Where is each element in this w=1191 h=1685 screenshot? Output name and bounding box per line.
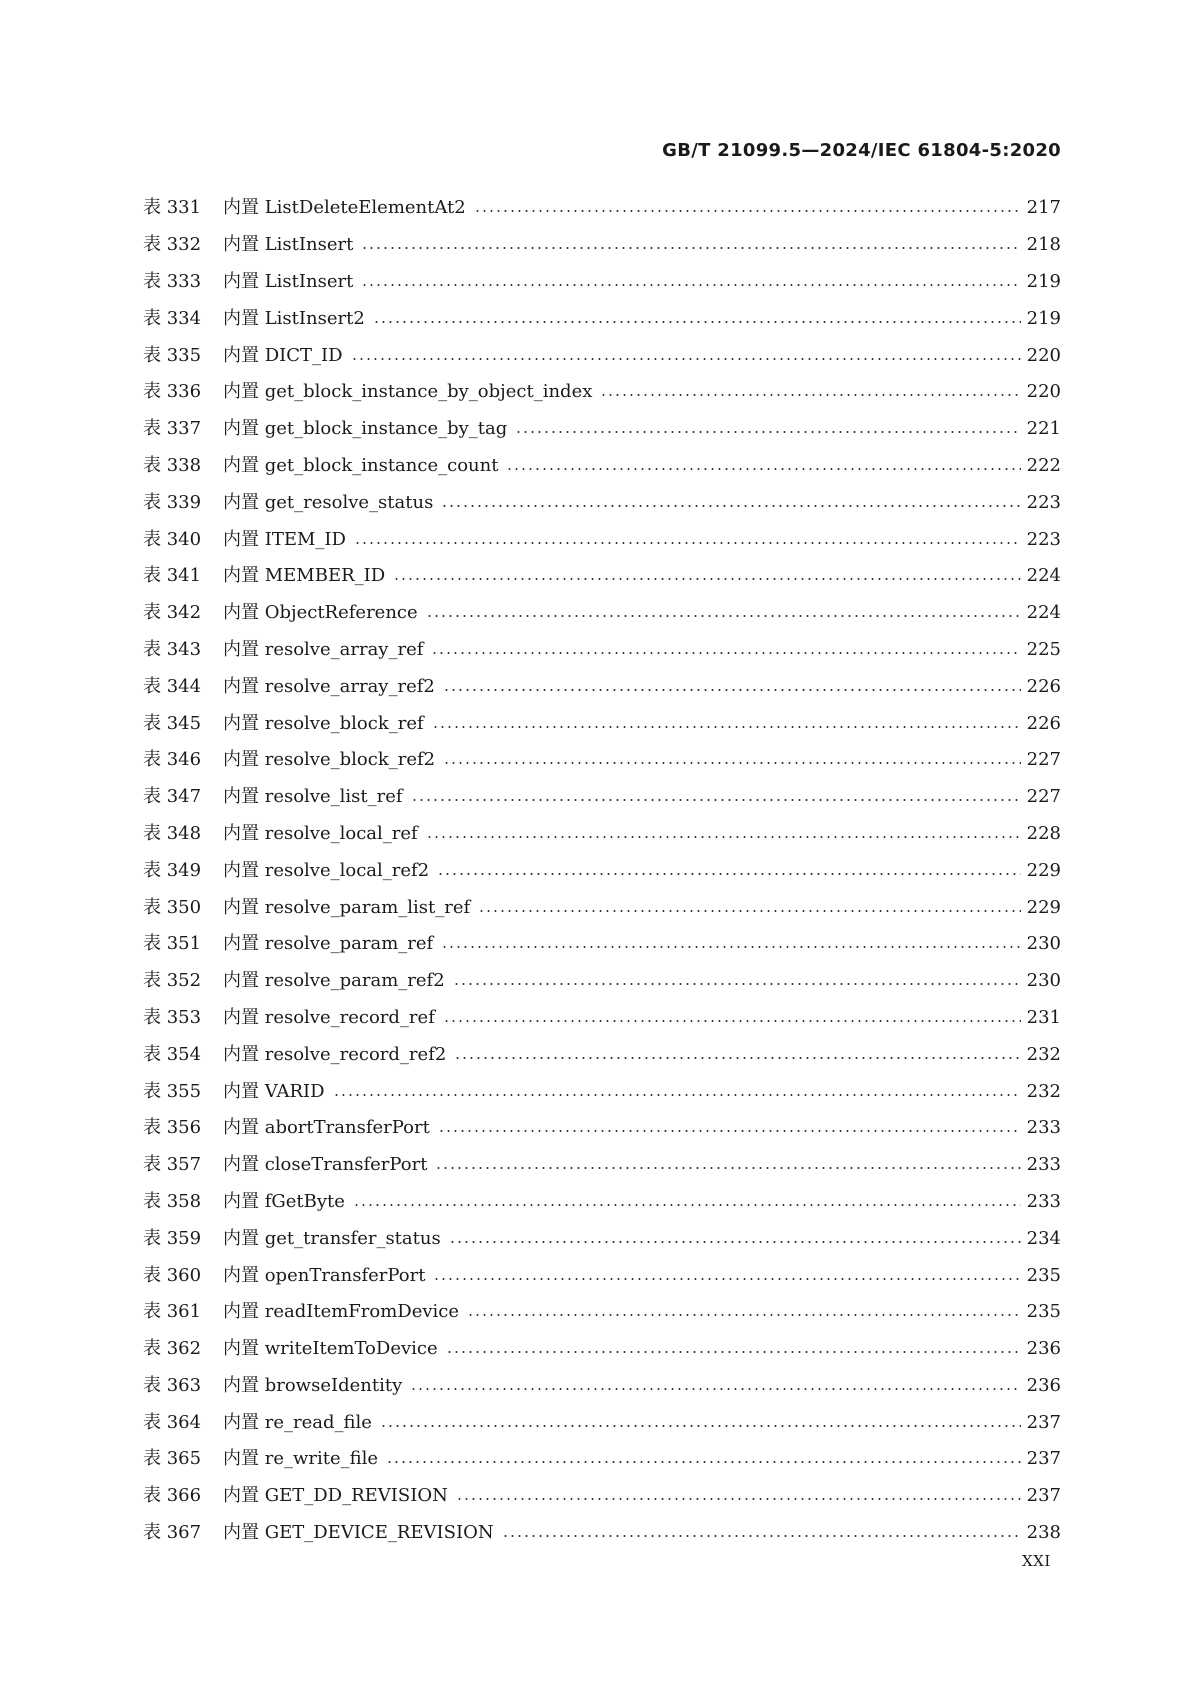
dot-leader <box>433 1278 1020 1280</box>
dot-leader <box>600 394 1020 396</box>
toc-entry-page-number: 227 <box>1026 749 1061 771</box>
toc-entry-label: 表 354 <box>143 1043 202 1065</box>
toc-entry-title: 内置 resolve_block_ref <box>223 712 424 734</box>
toc-entry-label: 表 361 <box>143 1301 202 1323</box>
toc-entry-page-number: 225 <box>1026 638 1061 660</box>
toc-entry-title: 内置 GET_DD_REVISION <box>223 1485 448 1507</box>
dot-leader <box>410 1388 1020 1390</box>
toc-entry-title: 内置 re_write_file <box>223 1448 379 1470</box>
toc-entry[interactable] <box>143 1073 1061 1110</box>
dot-leader <box>446 1351 1021 1353</box>
toc-entry[interactable] <box>143 963 1061 1000</box>
toc-entry[interactable] <box>143 852 1061 889</box>
toc-entry-label: 表 347 <box>143 786 202 808</box>
toc-entry[interactable] <box>143 595 1061 632</box>
toc-entry[interactable] <box>143 411 1061 448</box>
toc-entry-page-number: 237 <box>1026 1448 1061 1470</box>
toc-entry-title: 内置 ListInsert2 <box>223 307 365 329</box>
toc-entry[interactable] <box>143 1294 1061 1331</box>
dot-leader <box>426 615 1021 617</box>
toc-entry-title: 内置 resolve_record_ref <box>223 1006 435 1028</box>
toc-entry-label: 表 334 <box>143 307 202 329</box>
dot-leader <box>373 321 1021 323</box>
toc-entry[interactable] <box>143 668 1061 705</box>
toc-entry[interactable] <box>143 1368 1061 1405</box>
toc-entry-title: 内置 abortTransferPort <box>223 1117 430 1139</box>
toc-entry-page-number: 236 <box>1026 1374 1061 1396</box>
table-of-contents <box>143 190 1061 1551</box>
toc-entry[interactable] <box>143 300 1061 337</box>
toc-entry-title: 内置 get_block_instance_by_object_index <box>223 381 593 403</box>
toc-entry-page-number: 232 <box>1026 1043 1061 1065</box>
toc-entry[interactable] <box>143 1147 1061 1184</box>
toc-entry-page-number: 233 <box>1026 1190 1061 1212</box>
toc-entry-title: 内置 resolve_local_ref <box>223 822 418 844</box>
toc-entry-page-number: 224 <box>1026 565 1061 587</box>
toc-entry-page-number: 229 <box>1026 859 1061 881</box>
dot-leader <box>351 358 1021 360</box>
toc-entry-label: 表 365 <box>143 1448 202 1470</box>
toc-entry[interactable] <box>143 484 1061 521</box>
toc-entry-label: 表 331 <box>143 197 202 219</box>
toc-entry-page-number: 236 <box>1026 1338 1061 1360</box>
toc-entry-label: 表 335 <box>143 344 202 366</box>
dot-leader <box>426 836 1021 838</box>
dot-leader <box>361 284 1020 286</box>
toc-entry[interactable] <box>143 1184 1061 1221</box>
toc-entry[interactable] <box>143 558 1061 595</box>
toc-entry-title: 内置 ListDeleteElementAt2 <box>223 197 466 219</box>
toc-entry-label: 表 341 <box>143 565 202 587</box>
toc-entry-label: 表 356 <box>143 1117 202 1139</box>
toc-entry-label: 表 348 <box>143 822 202 844</box>
toc-entry-page-number: 237 <box>1026 1411 1061 1433</box>
toc-entry-label: 表 343 <box>143 638 202 660</box>
toc-entry[interactable] <box>143 705 1061 742</box>
toc-entry-label: 表 346 <box>143 749 202 771</box>
toc-entry-title: 内置 ITEM_ID <box>223 528 346 550</box>
toc-entry-page-number: 233 <box>1026 1117 1061 1139</box>
toc-entry-page-number: 235 <box>1026 1264 1061 1286</box>
toc-entry-label: 表 352 <box>143 970 202 992</box>
toc-entry-title: 内置 VARID <box>223 1080 325 1102</box>
toc-entry[interactable] <box>143 1110 1061 1147</box>
toc-entry-page-number: 235 <box>1026 1301 1061 1323</box>
toc-entry[interactable] <box>143 889 1061 926</box>
toc-entry[interactable] <box>143 190 1061 227</box>
toc-entry[interactable] <box>143 632 1061 669</box>
toc-entry-label: 表 350 <box>143 896 202 918</box>
toc-entry-label: 表 345 <box>143 712 202 734</box>
toc-entry-label: 表 367 <box>143 1522 202 1544</box>
dot-leader <box>454 1057 1020 1059</box>
dot-leader <box>515 431 1020 433</box>
toc-entry-title: 内置 resolve_array_ref <box>223 638 424 660</box>
toc-entry-title: 内置 ListInsert <box>223 270 354 292</box>
toc-entry-page-number: 226 <box>1026 675 1061 697</box>
dot-leader <box>456 1498 1021 1500</box>
dot-leader <box>506 468 1020 470</box>
dot-leader <box>431 652 1020 654</box>
toc-entry-label: 表 332 <box>143 234 202 256</box>
toc-entry-label: 表 340 <box>143 528 202 550</box>
toc-entry[interactable] <box>143 1000 1061 1037</box>
dot-leader <box>437 873 1020 875</box>
dot-leader <box>435 1167 1020 1169</box>
toc-entry-page-number: 224 <box>1026 602 1061 624</box>
dot-leader <box>411 799 1021 801</box>
toc-entry-label: 表 351 <box>143 933 202 955</box>
toc-entry-title: 内置 browseIdentity <box>223 1374 403 1396</box>
toc-entry[interactable] <box>143 1331 1061 1368</box>
toc-entry-page-number: 220 <box>1026 344 1061 366</box>
toc-entry-page-number: 234 <box>1026 1227 1061 1249</box>
toc-entry-page-number: 219 <box>1026 307 1061 329</box>
toc-entry-page-number: 237 <box>1026 1485 1061 1507</box>
toc-entry-label: 表 363 <box>143 1374 202 1396</box>
toc-entry-page-number: 230 <box>1026 970 1061 992</box>
toc-entry-page-number: 221 <box>1026 418 1061 440</box>
dot-leader <box>353 1204 1021 1206</box>
toc-entry-label: 表 342 <box>143 602 202 624</box>
toc-entry-page-number: 227 <box>1026 786 1061 808</box>
toc-entry-title: 内置 fGetByte <box>223 1190 345 1212</box>
dot-leader <box>386 1461 1021 1463</box>
toc-entry-title: 内置 resolve_record_ref2 <box>223 1043 447 1065</box>
dot-leader <box>432 726 1021 728</box>
dot-leader <box>333 1094 1021 1096</box>
toc-entry[interactable] <box>143 227 1061 264</box>
toc-entry-page-number: 218 <box>1026 234 1061 256</box>
toc-entry-label: 表 333 <box>143 270 202 292</box>
toc-entry-page-number: 231 <box>1026 1006 1061 1028</box>
toc-entry-page-number: 232 <box>1026 1080 1061 1102</box>
toc-entry-label: 表 337 <box>143 418 202 440</box>
toc-entry-title: 内置 resolve_param_list_ref <box>223 896 471 918</box>
dot-leader <box>354 542 1021 544</box>
toc-entry-label: 表 349 <box>143 859 202 881</box>
toc-entry-title: 内置 writeItemToDevice <box>223 1338 438 1360</box>
toc-entry-page-number: 223 <box>1026 528 1061 550</box>
toc-entry-page-number: 222 <box>1026 454 1061 476</box>
toc-entry-label: 表 338 <box>143 454 202 476</box>
toc-entry-title: 内置 ObjectReference <box>223 602 418 624</box>
toc-entry-title: 内置 closeTransferPort <box>223 1154 428 1176</box>
toc-entry-label: 表 366 <box>143 1485 202 1507</box>
dot-leader <box>443 1020 1021 1022</box>
toc-entry[interactable] <box>143 521 1061 558</box>
toc-entry-page-number: 223 <box>1026 491 1061 513</box>
toc-entry[interactable] <box>143 1220 1061 1257</box>
toc-entry[interactable] <box>143 264 1061 301</box>
toc-entry-page-number: 230 <box>1026 933 1061 955</box>
toc-entry[interactable] <box>143 337 1061 374</box>
toc-entry-title: 内置 re_read_file <box>223 1411 372 1433</box>
toc-entry-title: 内置 get_transfer_status <box>223 1227 441 1249</box>
toc-entry-page-number: 233 <box>1026 1154 1061 1176</box>
toc-entry[interactable] <box>143 1441 1061 1478</box>
toc-entry-page-number: 219 <box>1026 270 1061 292</box>
dot-leader <box>443 689 1021 691</box>
toc-entry-page-number: 228 <box>1026 822 1061 844</box>
dot-leader <box>478 910 1020 912</box>
dot-leader <box>438 1130 1021 1132</box>
toc-entry-label: 表 355 <box>143 1080 202 1102</box>
toc-entry[interactable] <box>143 1515 1061 1552</box>
toc-entry-label: 表 353 <box>143 1006 202 1028</box>
dot-leader <box>474 210 1021 212</box>
standard-number-header: GB/T 21099.5—2024/IEC 61804-5:2020 <box>662 140 1061 161</box>
dot-leader <box>502 1535 1021 1537</box>
dot-leader <box>443 762 1021 764</box>
toc-entry[interactable] <box>143 1257 1061 1294</box>
toc-entry-label: 表 364 <box>143 1411 202 1433</box>
toc-entry-title: 内置 readItemFromDevice <box>223 1301 460 1323</box>
toc-entry-label: 表 360 <box>143 1264 202 1286</box>
toc-entry[interactable] <box>143 742 1061 779</box>
toc-entry-title: 内置 MEMBER_ID <box>223 565 386 587</box>
dot-leader <box>441 505 1020 507</box>
toc-entry[interactable] <box>143 1478 1061 1515</box>
toc-entry-title: 内置 get_resolve_status <box>223 491 434 513</box>
toc-entry-page-number: 229 <box>1026 896 1061 918</box>
toc-entry-label: 表 358 <box>143 1190 202 1212</box>
toc-entry-label: 表 336 <box>143 381 202 403</box>
toc-entry-title: 内置 resolve_block_ref2 <box>223 749 436 771</box>
toc-entry-page-number: 226 <box>1026 712 1061 734</box>
dot-leader <box>380 1425 1021 1427</box>
toc-entry-page-number: 220 <box>1026 381 1061 403</box>
toc-entry-title: 内置 openTransferPort <box>223 1264 426 1286</box>
toc-entry-title: 内置 DICT_ID <box>223 344 343 366</box>
toc-entry[interactable] <box>143 779 1061 816</box>
toc-entry[interactable] <box>143 1404 1061 1441</box>
toc-entry-label: 表 357 <box>143 1154 202 1176</box>
toc-entry-page-number: 238 <box>1026 1522 1061 1544</box>
dot-leader <box>393 578 1020 580</box>
toc-entry[interactable] <box>143 926 1061 963</box>
page-number: XXI <box>1022 1552 1051 1570</box>
toc-entry-title: 内置 resolve_array_ref2 <box>223 675 435 697</box>
toc-entry-label: 表 359 <box>143 1227 202 1249</box>
toc-entry[interactable] <box>143 448 1061 485</box>
toc-entry-title: 内置 resolve_list_ref <box>223 786 403 808</box>
toc-entry-title: 内置 resolve_param_ref2 <box>223 970 445 992</box>
toc-entry-title: 内置 resolve_param_ref <box>223 933 434 955</box>
toc-entry-label: 表 344 <box>143 675 202 697</box>
dot-leader <box>361 247 1020 249</box>
toc-entry-label: 表 339 <box>143 491 202 513</box>
toc-entry-title: 内置 ListInsert <box>223 234 354 256</box>
toc-entry-page-number: 217 <box>1026 197 1061 219</box>
toc-entry-title: 内置 get_block_instance_by_tag <box>223 418 508 440</box>
toc-entry-title: 内置 GET_DEVICE_REVISION <box>223 1522 494 1544</box>
dot-leader <box>441 946 1020 948</box>
toc-entry[interactable] <box>143 816 1061 853</box>
toc-entry[interactable] <box>143 1036 1061 1073</box>
dot-leader <box>453 983 1021 985</box>
toc-entry[interactable] <box>143 374 1061 411</box>
toc-entry-label: 表 362 <box>143 1338 202 1360</box>
dot-leader <box>467 1314 1021 1316</box>
dot-leader <box>449 1241 1021 1243</box>
toc-entry-title: 内置 get_block_instance_count <box>223 454 499 476</box>
toc-entry-title: 内置 resolve_local_ref2 <box>223 859 430 881</box>
